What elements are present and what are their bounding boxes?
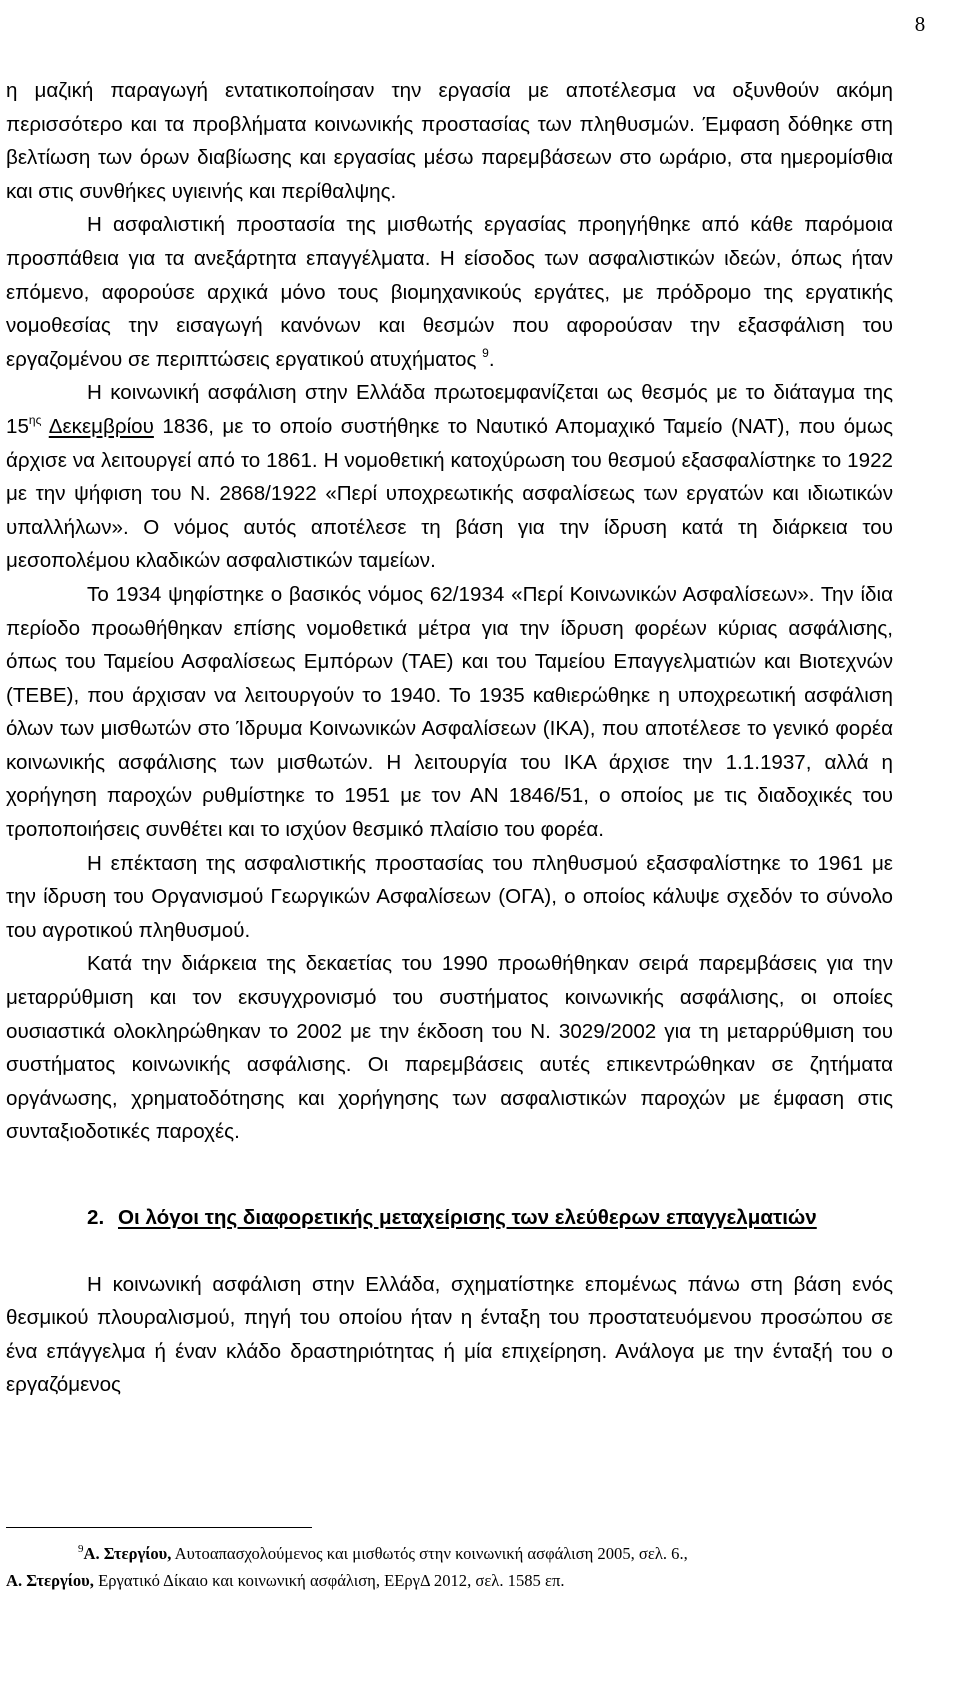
footnote-line-2 (6, 1567, 893, 1594)
footnote-reference[interactable]: 9 (482, 345, 489, 360)
section-number: 2. (87, 1206, 105, 1229)
underlined-month: Δεκεμβρίου (48, 414, 154, 438)
footnote-author-2: Α. Στεργίου, (6, 1571, 94, 1590)
footnote-line-1 (6, 1540, 893, 1567)
body-text (6, 74, 893, 1402)
footnote-text-1: Αυτοαπασχολούμενος και μισθωτός στην κοινωνική ασφάλιση 2005, σελ. 6., (171, 1544, 688, 1563)
paragraph-2-text: Η ασφαλιστική προστασία της μισθωτής εργασίας προηγήθηκε από κάθε παρόμοια προσπάθεια για τα ανεξάρτητα επαγγέλματα. Η είσοδος των ασφαλιστικών ιδεών, όπως ήταν επόμενο, αφορούσε αρχικά μόνο τους βιομηχανικούς εργάτες, με πρόδρομο της εργατικής νομοθεσίας την εισαγωγή κανόνων και θεσμών που αφορούσαν την εξασφάλιση του εργαζομένου σε περιπτώσεις εργατικού ατυχήματος (6, 213, 893, 371)
ordinal-superscript: ης (28, 412, 42, 427)
paragraph-2 (6, 208, 893, 376)
footnote-number: 9 (78, 1543, 84, 1555)
paragraph-6: Κατά την διάρκεια της δεκαετίας του 1990 προωθήθηκαν σειρά παρεμβάσεις για την μεταρρύθμιση και τον εκσυγχρονισμό του συστήματος κοινωνικής ασφάλισης, οι οποίες ουσιαστικά ολοκληρώθηκαν το 2002 με την έκδοση του Ν. 3029/2002 για τη μεταρρύθμιση του συστήματος κοινωνικής ασφάλισης. Οι παρεμβάσεις αυτές επικεντρώθηκαν σε ζητήματα οργάνωσης, χρηματοδότησης και χορήγησης των ασφαλιστικών παροχών με έμφαση στις συνταξιοδοτικές παροχές. (6, 952, 893, 1144)
paragraph-3 (6, 376, 893, 578)
paragraph-7: Η κοινωνική ασφάλιση στην Ελλάδα, σχηματίστηκε επομένως πάνω στη βάση ενός θεσμικού πλουραλισμού, πηγή του οποίου ήταν η ένταξη του προστατευόμενου προσώπου σε ένα επάγγελμα ή έναν κλάδο δραστηριότητας ή μία επιχείρηση. Ανάλογα με την ένταξή του ο εργαζόμενος (6, 1272, 893, 1397)
page-number: 8 (914, 12, 926, 36)
paragraph-3-start: Η κοινωνική ασφάλιση στην Ελλάδα πρωτοεμφανίζεται ως θεσμός με το διάταγμα της 15 (6, 381, 893, 438)
paragraph-5: Η επέκταση της ασφαλιστικής προστασίας του πληθυσμού εξασφαλίστηκε το 1961 με την ίδρυση του Οργανισμού Γεωργικών Ασφαλίσεων (ΟΓΑ), ο οποίος κάλυψε σχεδόν το σύνολο του αγροτικού πληθυσμού. (6, 851, 893, 942)
section-heading (6, 1201, 893, 1235)
paragraph-4: Το 1934 ψηφίστηκε ο βασικός νόμος 62/1934 «Περί Κοινωνικών Ασφαλίσεων». Την ίδια περίοδο προωθήθηκαν επίσης νομοθετικά μέτρα για την ίδρυση φορέων κύριας ασφάλισης, όπως του Ταμείου Ασφαλίσεως Εμπόρων (ΤΑΕ) και του Ταμείου Επαγγελματιών και Βιοτεχνών (ΤΕΒΕ), που άρχισαν να λειτουργούν το 1940. Το 1935 καθιερώθηκε η υποχρεωτική ασφάλιση όλων των μισθωτών στο Ίδρυμα Κοινωνικών Ασφαλίσεων (ΙΚΑ), που αποτέλεσε το γενικό φορέα κοινωνικής ασφάλισης των μισθωτών. Η λειτουργία του ΙΚΑ άρχισε την 1.1.1937, αλλά η χορήγηση παροχών ρυθμίστηκε το 1951 με τον ΑΝ 1846/51, ο οποίος με τις διαδοχικές του τροποποιήσεις συνθέτει και το ισχύον θεσμικό πλαίσιο του φορέα. (6, 582, 893, 842)
footnote-separator (6, 1527, 312, 1528)
paragraph-1: η μαζική παραγωγή εντατικοποίησαν την εργασία με αποτέλεσμα να οξυνθούν ακόμη περισσότερο και τα προβλήματα κοινωνικής προστασίας των πληθυσμών. Έμφαση δόθηκε στη βελτίωση των όρων διαβίωσης και εργασίας μέσω παρεμβάσεων στο ωράριο, στα ημερομίσθια και στις συνθήκες υγιεινής και περίθαλψης. (6, 79, 893, 203)
paragraph-3-rest: 1836, με το οποίο συστήθηκε το Ναυτικό Απομαχικό Ταμείο (ΝΑΤ), που όμως άρχισε να λειτουργεί από το 1861. Η νομοθετική κατοχύρωση του θεσμού εξασφαλίστηκε το 1922 με την ψήφιση του Ν. 2868/1922 «Περί υποχρεωτικής ασφαλίσεως των εργατών και ιδιωτικών υπαλλήλων». Ο νόμος αυτός αποτέλεσε τη βάση για την ίδρυση κατά τη διάρκεια του μεσοπολέμου κλαδικών ασφαλιστικών ταμείων. (6, 414, 893, 573)
footnote-text-2: Εργατικό Δίκαιο και κοινωνική ασφάλιση, ΕΕργΔ 2012, σελ. 1585 επ. (93, 1571, 565, 1590)
section-title: Οι λόγοι της διαφορετικής μεταχείρισης των ελεύθερων επαγγελματιών (118, 1206, 817, 1229)
paragraph-2-end: . (488, 347, 495, 371)
footnote (6, 1540, 893, 1594)
footnote-author-1: Α. Στεργίου, (83, 1544, 172, 1563)
